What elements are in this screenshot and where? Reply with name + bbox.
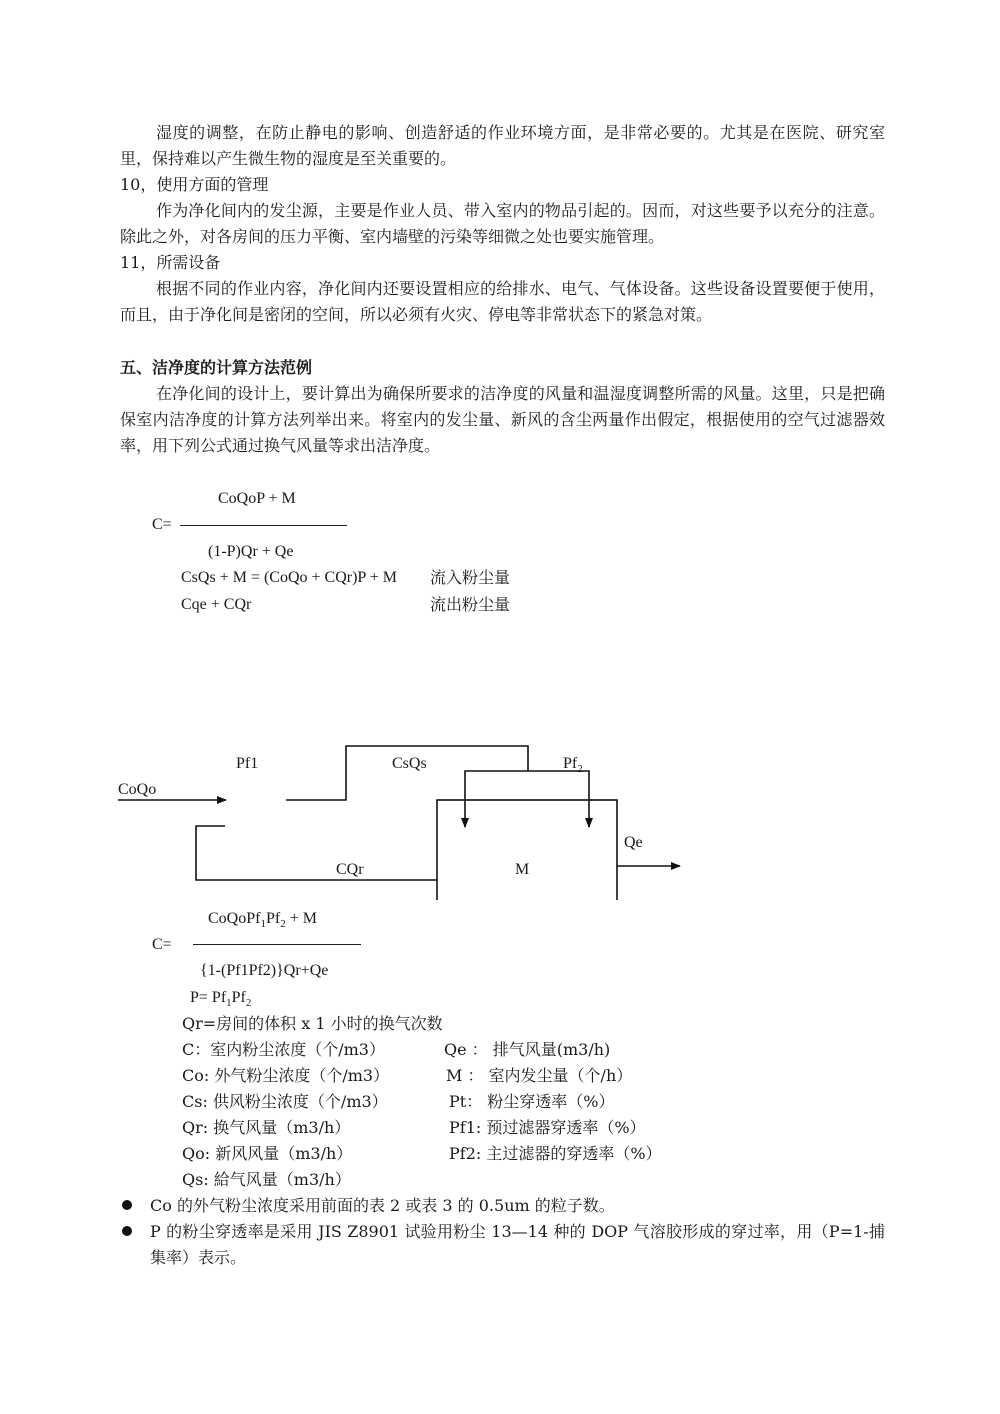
definition-item: Co: 外气粉尘浓度（个/m3） xyxy=(182,1066,390,1085)
definition-item: Pt： 粉尘穿透率（%） xyxy=(449,1092,615,1111)
definition-item: Cs: 供风粉尘浓度（个/m3） xyxy=(182,1092,388,1111)
section-5-paragraph: 在净化间的设计上，要计算出为确保所要求的洁净度的风量和温湿度调整所需的风量。这里，只是把确保室内洁净度的计算方法列举出来。将室内的发尘量、新风的含尘两量作出假定，根据使用的空气过滤器效率，用下列公式通过换气风量等求出洁净度。 xyxy=(120,384,885,455)
definition-item: Qr: 换气风量（m3/h） xyxy=(182,1118,351,1137)
bullet-icon xyxy=(122,1200,132,1210)
definition-item: C：室内粉尘浓度（个/m3） xyxy=(182,1040,385,1059)
room-box xyxy=(437,800,617,900)
p-definition: $P= Pf_1Pf_2$ xyxy=(190,989,252,1010)
label-pf2: $Pf_2$ xyxy=(563,755,583,775)
formula2-numerator: $CoQoPf_1Pf_2 + M$ xyxy=(208,910,317,931)
definition-item: M ： 室内发尘量（个/h） xyxy=(446,1066,633,1085)
label-cqr: CQr xyxy=(336,861,364,878)
definition-item: Pf2: 主过滤器的穿透率（%） xyxy=(449,1144,662,1163)
bullet-icon xyxy=(122,1226,132,1236)
qr-definition: Qr=房间的体积 x 1 小时的换气次数 xyxy=(182,1014,443,1033)
return-air-line xyxy=(196,826,437,880)
formula2-denominator: {1-(Pf1Pf2)}Qr+Qe xyxy=(200,962,329,979)
section-11-paragraph: 根据不同的作业内容，净化间内还要设置相应的给排水、电气、气体设备。这些设备设置要便于使用，而且，由于净化间是密闭的空间，所以必须有火灾、停电等非常状态下的紧急对策。 xyxy=(120,279,885,324)
outflow-equation: Cqe + CQr xyxy=(181,596,252,613)
formula2-fraction-bar xyxy=(193,944,361,945)
formula1-numerator: CoQoP + M xyxy=(218,490,296,507)
label-pf1: Pf1 xyxy=(236,755,259,772)
formula1-fraction-bar xyxy=(180,525,347,526)
label-m: M xyxy=(515,861,530,878)
section-10-paragraph: 作为净化间内的发尘源，主要是作业人员、带入室内的物品引起的。因而，对这些要予以充分的注意。除此之外，对各房间的压力平衡、室内墙壁的污染等细微之处也要实施管理。 xyxy=(120,201,885,246)
section-11-heading: 11，所需设备 xyxy=(120,253,221,272)
definition-item: Qe ： 排气风量(m3/h) xyxy=(444,1040,611,1059)
inflow-label: 流入粉尘量 xyxy=(430,568,511,587)
humidity-paragraph: 湿度的调整，在防止静电的影响、创造舒适的作业环境方面，是非常必要的。尤其是在医院、研究室里，保持难以产生微生物的湿度是至关重要的。 xyxy=(120,123,885,168)
inflow-equation: CsQs + M = (CoQo + CQr)P + M xyxy=(181,569,397,586)
section-10-heading: 10，使用方面的管理 xyxy=(120,175,269,194)
section-5-heading: 五、洁净度的计算方法范例 xyxy=(120,358,313,377)
formula1-lhs: C= xyxy=(152,516,172,533)
note-outdoor-dust: Co 的外气粉尘浓度采用前面的表 2 或表 3 的 0.5um 的粒子数。 xyxy=(150,1196,615,1215)
airflow-diagram xyxy=(0,730,1000,900)
formula1-denominator: (1-P)Qr + Qe xyxy=(208,543,294,560)
label-qe: Qe xyxy=(624,834,643,851)
label-coqo: CoQo xyxy=(118,781,157,798)
outflow-label: 流出粉尘量 xyxy=(430,595,511,614)
supply-branch-line xyxy=(465,771,589,827)
note-penetration-rate: P 的粉尘穿透率是采用 JIS Z8901 试验用粉尘 13—14 种的 DOP 气溶胶形成的穿过率，用（P=1-捕集率）表示。 xyxy=(150,1222,885,1267)
formula2-lhs: C= xyxy=(152,936,172,953)
definition-item: Qs: 給气风量（m3/h） xyxy=(182,1170,351,1189)
label-csqs: CsQs xyxy=(392,755,427,772)
definition-item: Pf1: 预过滤器穿透率（%） xyxy=(449,1118,646,1137)
definition-item: Qo: 新风风量（m3/h） xyxy=(182,1144,353,1163)
